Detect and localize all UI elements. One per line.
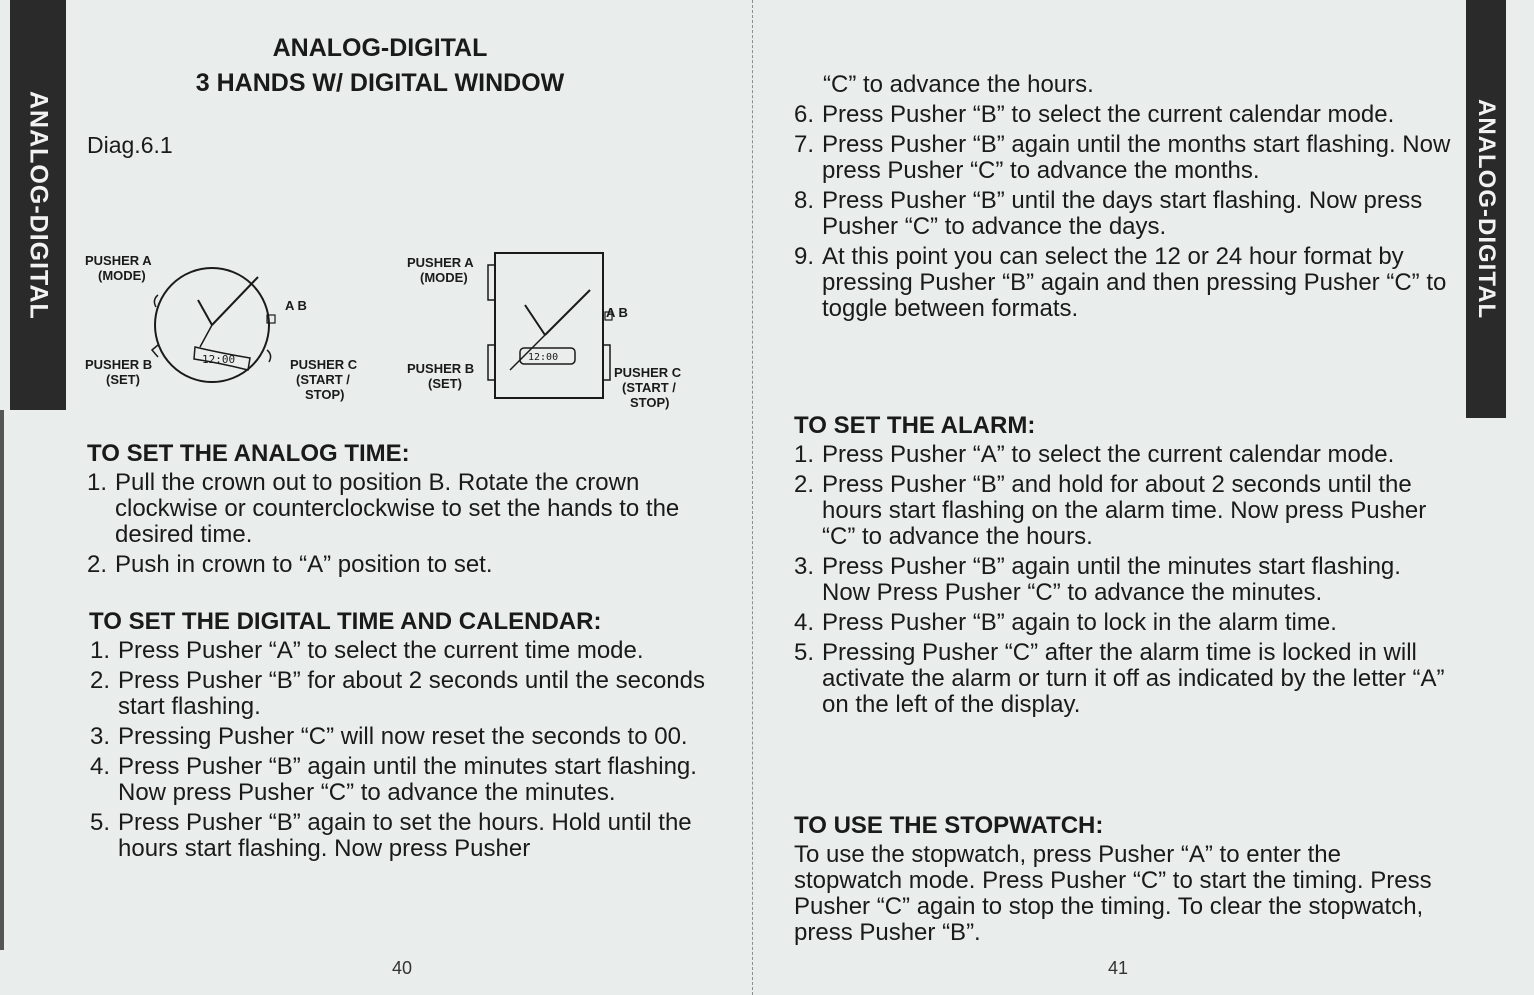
list-item: 3. Press Pusher “B” again until the minutes start flashing. Now Press Pusher “C” to advance the minutes. xyxy=(794,553,1401,606)
pusher-b-sub-label: (SET) xyxy=(106,372,140,387)
page-title: ANALOG-DIGITAL xyxy=(272,34,488,62)
pusher-a-sub-label-2: (MODE) xyxy=(420,270,468,285)
list-item: 4. Press Pusher “B” again until the minutes start flashing. Now press Pusher “C” to advance the minutes. xyxy=(90,753,697,806)
crown-positions-label-2: A B xyxy=(606,305,628,320)
analog-steps xyxy=(87,470,687,582)
pusher-c-label-2: PUSHER C xyxy=(614,365,682,380)
pusher-c-sub2-label-2: STOP) xyxy=(630,395,670,410)
list-item: 3. Pressing Pusher “C” will now reset the seconds to 00. xyxy=(90,723,688,750)
side-tab-label-right: ANALOG-DIGITAL xyxy=(1473,98,1500,320)
pusher-a-label: PUSHER A xyxy=(85,253,152,268)
calendar-steps xyxy=(794,102,1454,326)
page-subtitle: 3 HANDS W/ DIGITAL WINDOW xyxy=(195,69,565,97)
list-item: 6. Press Pusher “B” to select the current calendar mode. xyxy=(794,101,1395,128)
list-item: 1. Press Pusher “A” to select the current time mode. xyxy=(90,637,644,664)
digital-steps xyxy=(90,638,715,866)
digital-heading: TO SET THE DIGITAL TIME AND CALENDAR: xyxy=(89,608,602,635)
page-number-left: 40 xyxy=(392,958,413,978)
list-item: 5. Press Pusher “B” again to set the hours. Hold until the hours start flashing. Now press Pusher xyxy=(90,809,692,862)
list-item: 2. Press Pusher “B” and hold for about 2 seconds until the hours start flashing on the alarm time. Now press Pusher “C” to advance the hours. xyxy=(794,471,1427,550)
alarm-steps xyxy=(794,442,1454,722)
list-item: 2. Press Pusher “B” for about 2 seconds until the seconds start flashing. xyxy=(90,667,705,720)
side-tab-right xyxy=(1466,0,1506,418)
square-watch-figure xyxy=(400,245,720,420)
page-number-right: 41 xyxy=(1108,958,1129,978)
round-watch-figure xyxy=(80,245,380,415)
list-item: 2. Push in crown to “A” position to set. xyxy=(87,551,493,578)
stopwatch-text: To use the stopwatch, press Pusher “A” to enter the stopwatch mode. Press Pusher “C” to start the timing. Press Pusher “C” again to stop the timing. To clear the stopwatch, press Pusher “B”. xyxy=(794,841,1432,946)
list-item: 4. Press Pusher “B” again to lock in the alarm time. xyxy=(794,609,1337,636)
alarm-heading: TO SET THE ALARM: xyxy=(794,412,1036,439)
square-watch-drawing xyxy=(485,250,615,400)
pusher-c-sub2-label: STOP) xyxy=(305,387,345,402)
list-item: 1. Press Pusher “A” to select the current calendar mode. xyxy=(794,441,1395,468)
side-tab-left xyxy=(10,0,66,410)
pusher-b-sub-label-2: (SET) xyxy=(428,376,462,391)
pusher-c-label: PUSHER C xyxy=(290,357,358,372)
round-watch-drawing xyxy=(140,255,300,395)
list-item: 1. Pull the crown out to position B. Rotate the crown clockwise or counterclockwise to set the hands to the desired time. xyxy=(87,469,680,548)
stopwatch-heading: TO USE THE STOPWATCH: xyxy=(794,812,1104,839)
pusher-a-sub-label: (MODE) xyxy=(98,268,146,283)
round-watch-display-text: 12:00 xyxy=(202,353,236,366)
diagram-label: Diag.6.1 xyxy=(87,132,173,158)
pusher-b-label: PUSHER B xyxy=(85,357,153,372)
list-item: 8. Press Pusher “B” until the days start flashing. Now press Pusher “C” to advance the days. xyxy=(794,187,1423,240)
page-edge xyxy=(0,410,4,950)
list-item: 7. Press Pusher “B” again until the months start flashing. Now press Pusher “C” to advance the months. xyxy=(794,131,1451,184)
pusher-c-sub-label: (START / xyxy=(296,372,350,387)
square-watch-display-text: 12:00 xyxy=(528,352,559,363)
list-item: 9. At this point you can select the 12 or 24 hour format by pressing Pusher “B” again and then pressing Pusher “C” to toggle between formats. xyxy=(794,243,1447,322)
continued-text: “C” to advance the hours. xyxy=(823,71,1094,98)
crown-positions-label: A B xyxy=(285,298,307,313)
pusher-c-sub-label-2: (START / xyxy=(622,380,676,395)
pusher-a-label-2: PUSHER A xyxy=(407,255,474,270)
list-item: 5. Pressing Pusher “C” after the alarm time is locked in will activate the alarm or turn it off as indicated by the letter “A” on the left of the display. xyxy=(794,639,1445,718)
analog-heading: TO SET THE ANALOG TIME: xyxy=(87,440,410,467)
side-tab-label: ANALOG-DIGITAL xyxy=(24,90,53,320)
pusher-b-label-2: PUSHER B xyxy=(407,361,475,376)
left-page xyxy=(0,0,752,995)
right-page xyxy=(756,0,1534,995)
